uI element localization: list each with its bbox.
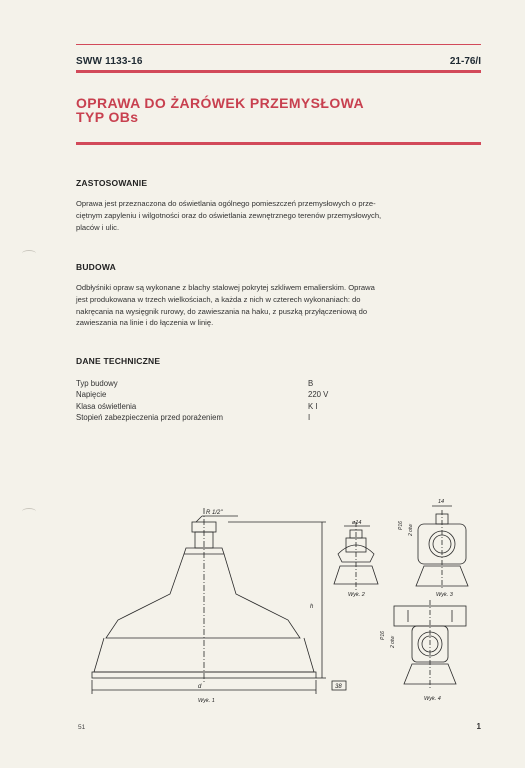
dimension-top-label: 14 — [438, 499, 445, 505]
reference-box-label: 38 — [335, 684, 342, 690]
spec-value: I — [308, 413, 311, 423]
section-heading-dane: DANE TECHNICZNE — [76, 356, 161, 366]
text-line: ciętnym zapyleniu i wilgotności oraz do oświetlania zewnętrznego terenów przemysłowych, — [76, 210, 382, 220]
dimension-side-label: 2 otw — [390, 636, 396, 648]
page-number: 1 — [476, 722, 481, 731]
section-heading-budowa: BUDOWA — [76, 262, 116, 272]
spec-label: Napięcie — [76, 390, 107, 400]
drawing-fig2 — [334, 522, 378, 590]
text-line: nakręcania na wysięgnik rurowy, do zawieszania na haku, z puszką przyłączeniową do — [76, 306, 368, 316]
spec-label: Klasa oświetlenia — [76, 401, 137, 411]
lamp-reflector-outline — [106, 554, 300, 638]
dimension-p-label: P16 — [380, 631, 386, 640]
text-line: zawieszania na linie i do łączenia w linię. — [76, 318, 214, 328]
dimension-side-label: 2 otw — [408, 524, 414, 536]
figure-caption: Wyk. 1 — [198, 698, 215, 704]
dimension-h-label: h — [310, 604, 314, 610]
spec-value: 220 V — [308, 390, 329, 400]
figure-caption: Wyk. 3 — [436, 592, 453, 598]
spec-label: Typ budowy — [76, 379, 118, 388]
figure-caption: Wyk. 4 — [424, 696, 441, 702]
thread-label: R 1/2" — [206, 510, 223, 516]
figure-caption: Wyk. 2 — [348, 592, 365, 598]
title-line-2: TYP OBs — [76, 109, 139, 125]
thread-leader-line — [196, 516, 202, 522]
spec-value: K I — [308, 401, 318, 411]
spec-label: Stopień zabezpieczenia przed porażeniem — [76, 413, 223, 423]
spec-value: B — [308, 379, 314, 388]
footer-left-number: 51 — [78, 724, 86, 731]
dimension-d-label: d — [198, 684, 202, 690]
drawing-fig3 — [416, 506, 468, 590]
dimension-label: ø14 — [352, 520, 362, 526]
dimension-p-label: P16 — [398, 521, 404, 530]
document-code: SWW 1133-16 — [76, 56, 143, 67]
text-line: Oprawa jest przeznaczona do oświetlania ogólnego pomieszczeń przemysłowych o prze- — [76, 199, 376, 208]
text-line: Odbłyśniki opraw są wykonane z blachy stalowej pokrytej szkliwem emalierskim. Oprawa — [76, 283, 375, 292]
title-line-1: OPRAWA DO ŻARÓWEK PRZEMYSŁOWA — [76, 95, 364, 111]
drawing-fig4 — [394, 600, 466, 690]
section-heading-zastosowanie: ZASTOSOWANIE — [76, 178, 148, 188]
text-line: placów i ulic. — [76, 222, 120, 232]
text-line: jest produkowana w trzech wielkościach, a każda z nich w czterech wykonaniach: do — [76, 294, 361, 304]
document-number: 21-76/I — [449, 56, 481, 67]
drawing-fig1 — [92, 508, 346, 694]
